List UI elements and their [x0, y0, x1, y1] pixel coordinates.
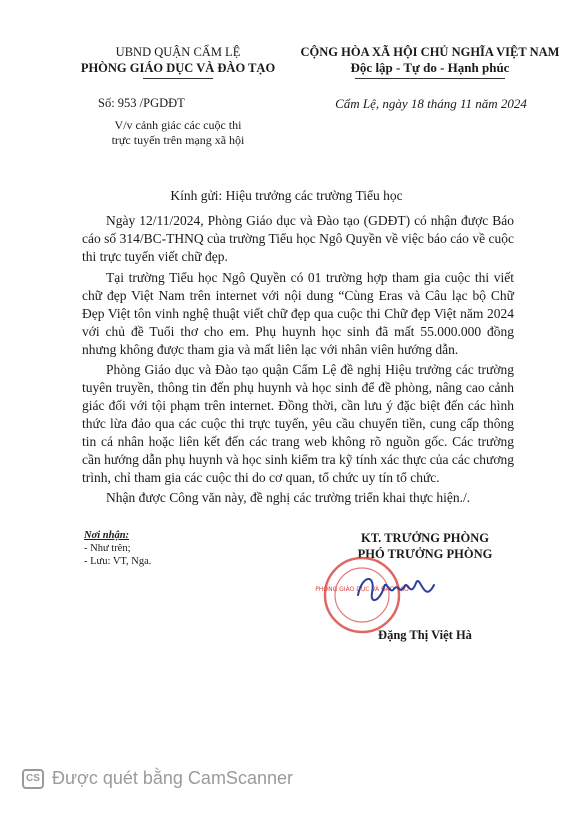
header-divider	[143, 78, 213, 79]
document-date: Cẩm Lệ, ngày 18 tháng 11 năm 2024	[335, 96, 527, 111]
recipient-item: - Như trên;	[84, 543, 131, 554]
stamp-text: PHÒNG GIÁO DỤC VÀ ĐÀO TẠO	[315, 586, 409, 593]
recipients-title: Nơi nhận:	[84, 530, 130, 541]
subject-line-2: trực tuyến trên mạng xã hội	[111, 133, 245, 147]
signature-line-1: KT. TRƯỞNG PHÒNG	[361, 531, 489, 545]
paragraph-4: Nhận được Công văn này, đề nghị các trường triển khai thực hiện./.	[106, 490, 471, 505]
signature-line-2: PHÓ TRƯỞNG PHÒNG	[357, 547, 493, 561]
camscanner-logo-icon: CS	[22, 769, 44, 789]
watermark-text: Được quét bằng CamScanner	[52, 768, 293, 788]
paragraph-1: Ngày 12/11/2024, Phòng Giáo dục và Đào tạo (GDĐT) có nhận được Báo cáo số 314/BC-THNQ của trường Tiểu học Ngô Quyền về việc báo cáo về cuộc thi trực tuyến viết chữ đẹp.	[82, 213, 514, 264]
document-number: Số: 953 /PGDĐT	[98, 96, 185, 110]
recipient-item: - Lưu: VT, Nga.	[84, 556, 152, 567]
recipients-block	[84, 529, 151, 568]
issuing-authority-header	[58, 44, 298, 79]
national-header	[295, 44, 565, 79]
signer-name: Đặng Thị Việt Hà	[378, 628, 472, 642]
nation-name: CỘNG HÒA XÃ HỘI CHỦ NGHĨA VIỆT NAM	[300, 45, 560, 59]
camscanner-watermark	[22, 768, 293, 789]
paragraph-2: Tại trường Tiểu học Ngô Quyền có 01 trường hợp tham gia cuộc thi viết chữ đẹp Việt Nam trên internet với nội dung “Cùng Eras và Câu lạc bộ Chữ Đẹp Việt tôn vinh nghệ thuật viết chữ đẹp qua cuộc thi Chữ đẹp Việt năm 2024 với chủ đề Tuổi thơ cho em. Phụ huynh học sinh đã mất 55.000.000 đồng nhưng không được tham gia và mất liên lạc với nhân viên hướng dẫn.	[82, 270, 514, 357]
greeting: Kính gửi: Hiệu trưởng các trường Tiểu học	[170, 188, 403, 203]
motto-divider	[355, 78, 505, 79]
paragraph-3: Phòng Giáo dục và Đào tạo quận Cẩm Lệ đề nghị Hiệu trưởng các trường tuyên truyền, thông tin đến phụ huynh và học sinh để đề phòng, nâng cao cảnh giác đối với tội phạm trên internet. Đồng thời, cần lưu ý đặc biệt đến các hình thức lừa đảo qua các cuộc thi trực tuyến, yêu cầu chuyển tiền, cung cấp thông tin cá nhân hoặc liên kết đến các trang web không rõ nguồn gốc. Các trường cần hướng dẫn phụ huynh và học sinh kiểm tra kỹ tính xác thực của các chương trình, chỉ tham gia các cuộc thi do cơ quan, tổ chức uy tín tổ chức.	[82, 362, 514, 485]
handwritten-signature	[350, 565, 440, 615]
document-subject	[58, 118, 298, 148]
national-motto: Độc lập - Tự do - Hạnh phúc	[350, 60, 510, 75]
subject-line-1: V/v cảnh giác các cuộc thi	[114, 118, 242, 132]
department-name: PHÒNG GIÁO DỤC VÀ ĐÀO TẠO	[80, 61, 276, 75]
authority-name: UBND QUẬN CẨM LỆ	[115, 45, 241, 59]
